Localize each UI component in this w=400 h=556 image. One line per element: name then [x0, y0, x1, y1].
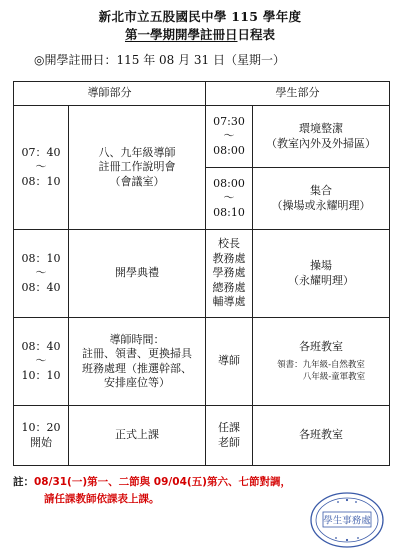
footnote-line1: 08/31(一)第一、二節與 09/04(五)第六、七節對調，: [34, 476, 291, 488]
event-line: 各班教室: [299, 428, 343, 442]
who-line: 教務處: [212, 251, 246, 265]
table-row: [14, 406, 390, 466]
student-time-cell: [206, 168, 253, 230]
event-line: 導師時間：: [109, 332, 165, 346]
event-line: 操場: [310, 259, 332, 272]
teacher-time-cell: [14, 106, 69, 230]
schedule-title-underlined: 第一學期開學註冊日: [124, 27, 238, 42]
schedule-table: [13, 81, 390, 466]
document-header: [0, 8, 400, 44]
seal-text: 學生事務處: [323, 515, 371, 527]
event-line: 註冊、領書、更換掃具: [82, 347, 192, 360]
event-line: （教室內外及外掃區）: [266, 136, 376, 150]
event-line: 環境整潔: [299, 122, 343, 135]
student-event-cell: [253, 106, 390, 168]
student-event-cell: [253, 318, 390, 406]
teacher-section-header: 導師部分: [14, 82, 206, 106]
who-line: 學務處: [212, 266, 246, 280]
event-line: 班務處理（推選幹部、: [82, 361, 192, 375]
event-line: 集合: [310, 184, 332, 197]
time-label: 開始: [30, 435, 52, 449]
event-line: 各班教室: [299, 340, 343, 354]
event-detail-line: 八年級-童軍教室: [302, 371, 366, 382]
time-start: 08：10: [21, 251, 61, 265]
who-line: 老師: [218, 435, 240, 449]
school-title: 新北市立五股國民中學 115 學年度: [98, 9, 302, 24]
time-start: 07:30: [213, 114, 245, 128]
table-row: [14, 230, 390, 318]
time-end: 08：10: [21, 174, 61, 188]
teacher-time-cell: [14, 406, 69, 466]
time-start: 08：40: [21, 339, 61, 353]
time-end: 08:00: [213, 143, 245, 157]
time-sep: ～: [35, 160, 47, 174]
teacher-event-cell: [69, 230, 206, 318]
student-who-cell: [206, 318, 253, 406]
teacher-event-cell: [69, 318, 206, 406]
event-line: （永耀明理）: [288, 273, 354, 287]
table-header-row: [14, 82, 390, 106]
table-row: [14, 106, 390, 168]
time-end: 08：40: [21, 280, 61, 294]
table-row: [14, 318, 390, 406]
who-line: 總務處: [212, 280, 246, 294]
event-line: 正式上課: [115, 428, 159, 442]
student-event-cell: [253, 230, 390, 318]
student-who-cell: [206, 230, 253, 318]
event-line: 開學典禮: [115, 266, 159, 280]
who-line: 任課: [218, 421, 240, 434]
footnote-prefix: 註：: [13, 476, 34, 488]
who-line: 輔導處: [212, 295, 246, 309]
schedule-title-tail: 日程表: [237, 27, 276, 42]
registration-date: ◎開學註冊日：115 年 08 月 31 日（星期一）: [34, 53, 285, 67]
office-seal-stamp: [308, 490, 386, 550]
time-sep: ～: [35, 354, 47, 368]
teacher-event-cell: [69, 406, 206, 466]
event-line: （操場或永耀明理）: [271, 198, 371, 212]
time-start: 07：40: [21, 145, 61, 159]
footnote: [13, 474, 343, 508]
student-section-header: 學生部分: [206, 82, 390, 106]
student-time-cell: [206, 106, 253, 168]
time-sep: ～: [35, 266, 47, 280]
event-line: 安排座位等）: [104, 376, 170, 389]
time-sep: ～: [223, 129, 235, 143]
time-end: 10：10: [21, 368, 61, 382]
event-line: （會議室）: [109, 174, 165, 188]
who-line: 校長: [218, 237, 240, 251]
teacher-time-cell: [14, 318, 69, 406]
footnote-line2: 請任課教師依課表上課。: [44, 493, 160, 505]
seal-icon: [308, 490, 386, 550]
student-event-cell: [253, 168, 390, 230]
time-start: 10：20: [21, 421, 61, 434]
student-event-cell: [253, 406, 390, 466]
schedule-title: [0, 26, 400, 44]
time-sep: ～: [223, 191, 235, 205]
event-detail-line: 領書：九年級-自然教室: [277, 359, 365, 370]
teacher-time-cell: [14, 230, 69, 318]
student-who-cell: [206, 406, 253, 466]
teacher-event-cell: [69, 106, 206, 230]
time-start: 08:00: [213, 176, 245, 190]
event-line: 註冊工作說明會: [98, 160, 176, 174]
event-line: 八、九年級導師: [98, 145, 176, 159]
time-end: 08:10: [213, 205, 245, 219]
who-line: 導師: [218, 354, 240, 368]
